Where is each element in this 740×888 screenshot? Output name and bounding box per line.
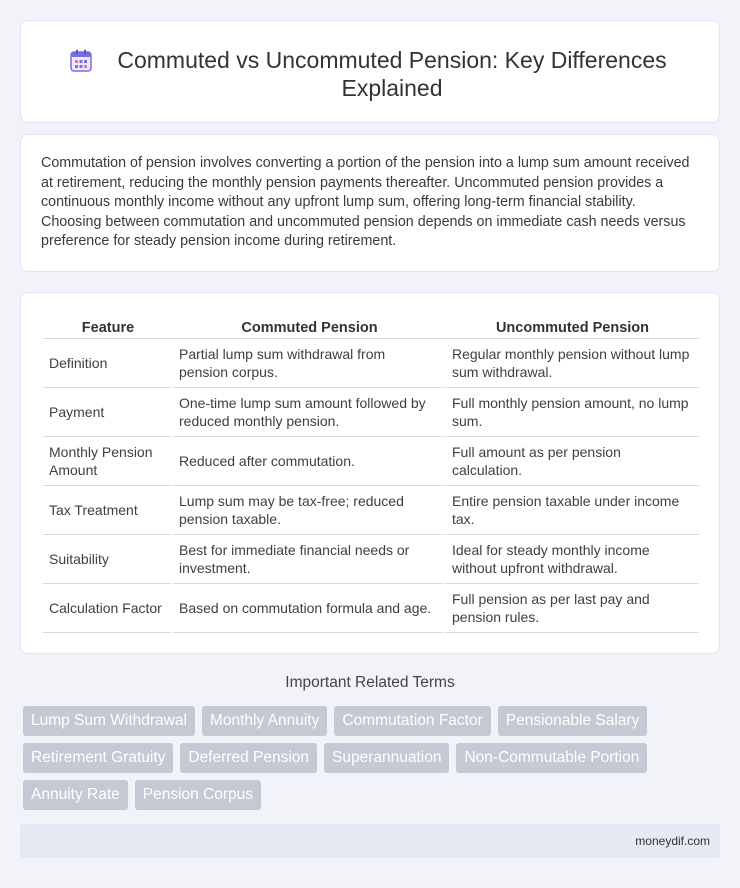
comparison-table-card (20, 292, 720, 654)
uncommuted-cell: Entire pension taxable under income tax. (446, 486, 699, 535)
table-header-row (43, 315, 699, 339)
table-row (43, 584, 699, 633)
tag-retirement-gratuity[interactable]: Retirement Gratuity (23, 743, 173, 773)
tag-non-commutable-portion[interactable]: Non-Commutable Portion (456, 743, 647, 773)
table-row (43, 339, 699, 388)
tag-pension-corpus[interactable]: Pension Corpus (135, 780, 261, 810)
commuted-cell: One-time lump sum amount followed by reduced monthly pension. (173, 388, 446, 437)
footer (20, 824, 720, 858)
tag-deferred-pension[interactable]: Deferred Pension (180, 743, 317, 773)
tag-superannuation[interactable]: Superannuation (324, 743, 449, 773)
uncommuted-cell: Full pension as per last pay and pension rules. (446, 584, 699, 633)
tag-lump-sum-withdrawal[interactable]: Lump Sum Withdrawal (23, 706, 195, 736)
feature-cell: Calculation Factor (43, 584, 173, 633)
calendar-icon (68, 48, 94, 74)
tag-pensionable-salary[interactable]: Pensionable Salary (498, 706, 648, 736)
page-title: Commuted vs Uncommuted Pension: Key Differences Explained (117, 47, 667, 101)
commuted-cell: Reduced after commutation. (173, 437, 446, 486)
related-terms-title: Important Related Terms (285, 674, 455, 691)
related-terms-list (23, 706, 723, 817)
comparison-table (43, 315, 699, 633)
table-row (43, 535, 699, 584)
header-feature: Feature (43, 315, 173, 339)
table-row (43, 486, 699, 535)
feature-cell: Definition (43, 339, 173, 388)
uncommuted-cell: Full monthly pension amount, no lump sum. (446, 388, 699, 437)
uncommuted-cell: Ideal for steady monthly income without upfront withdrawal. (446, 535, 699, 584)
table-row (43, 388, 699, 437)
commuted-cell: Based on commutation formula and age. (173, 584, 446, 633)
commuted-cell: Lump sum may be tax-free; reduced pension taxable. (173, 486, 446, 535)
feature-cell: Payment (43, 388, 173, 437)
commuted-cell: Partial lump sum withdrawal from pension corpus. (173, 339, 446, 388)
tag-annuity-rate[interactable]: Annuity Rate (23, 780, 128, 810)
commuted-cell: Best for immediate financial needs or investment. (173, 535, 446, 584)
footer-site[interactable]: moneydif.com (635, 834, 710, 848)
intro-paragraph: Commutation of pension involves converting a portion of the pension into a lump sum amount received at retirement, reducing the monthly pension payments thereafter. Uncommuted pension provides a continuous monthly income without any upfront lump sum, offering long-term financial stability. Choosing between commutation and uncommuted pension depends on immediate cash needs versus preference for steady pension income during retirement. (41, 155, 690, 250)
table-row (43, 437, 699, 486)
title-wrap (21, 21, 719, 102)
header-commuted: Commuted Pension (173, 315, 446, 339)
feature-cell: Monthly Pension Amount (43, 437, 173, 486)
tag-monthly-annuity[interactable]: Monthly Annuity (202, 706, 327, 736)
uncommuted-cell: Regular monthly pension without lump sum withdrawal. (446, 339, 699, 388)
title-card (20, 20, 720, 123)
tag-commutation-factor[interactable]: Commutation Factor (334, 706, 490, 736)
feature-cell: Tax Treatment (43, 486, 173, 535)
feature-cell: Suitability (43, 535, 173, 584)
header-uncommuted: Uncommuted Pension (446, 315, 699, 339)
intro-card (20, 134, 720, 272)
uncommuted-cell: Full amount as per pension calculation. (446, 437, 699, 486)
